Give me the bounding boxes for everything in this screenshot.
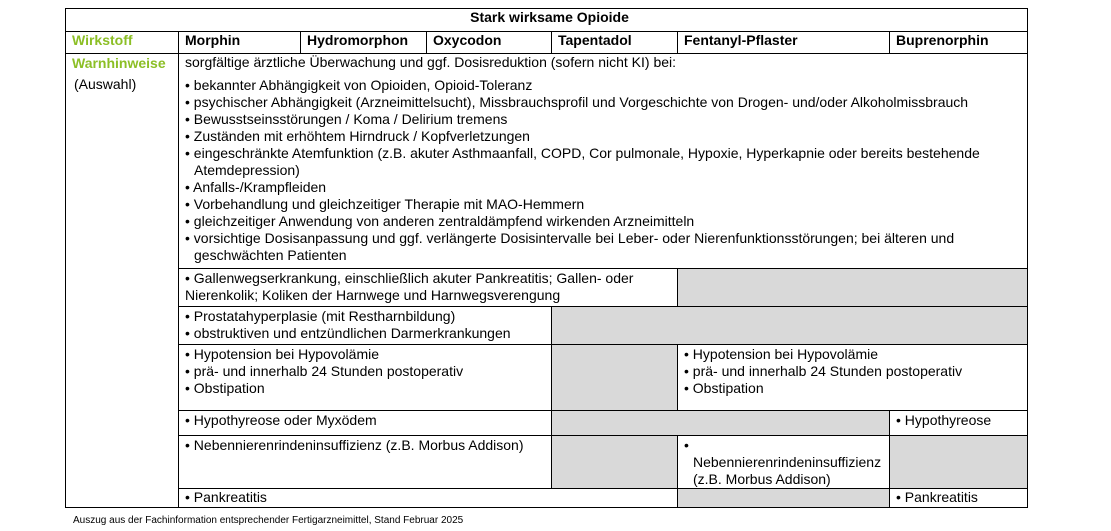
nnr-fentanyl-bullet: • [684,437,689,453]
list-item: • Anfalls-/Krampfleiden [185,179,327,195]
drug-oxycodon: Oxycodon [427,32,552,54]
drug-morphin: Morphin [179,32,301,54]
prostata-grey-cell [552,307,1028,345]
list-item: • eingeschränkte Atemfunktion (z.B. akuter Asthmaanfall, COPD, Cor pulmonale, Hypoxie, Hyperkapnie oder bereits bestehende Atemdepression) [185,145,980,178]
warn-sub: (Auswahl) [74,76,137,92]
drug-hydromorphon: Hydromorphon [301,32,427,54]
hypothyreose-cell: • Hypothyreose oder Myxödem [179,411,552,436]
list-item: • obstruktiven und entzündlichen Darmerkrankungen [185,325,511,341]
list-item: • prä- und innerhalb 24 Stunden postoperativ [684,363,963,379]
hypotension-cell [179,345,552,411]
opioid-table [65,8,1028,508]
list-item: • bekannter Abhängigkeit von Opioiden, Opioid-Toleranz [185,77,533,93]
pankreatitis-grey-cell [678,489,890,508]
drug-fentanyl: Fentanyl-Pflaster [678,32,890,54]
drug-tapentadol: Tapentadol [552,32,678,54]
drug-buprenorphin: Buprenorphin [890,32,1028,54]
list-item: • Hypotension bei Hypovolämie [684,346,879,362]
list-item: • Vorbehandlung und gleichzeitiger Therapie mit MAO-Hemmern [185,196,585,212]
list-item: • Zuständen mit erhöhtem Hirndruck / Kopfverletzungen [185,128,530,144]
footer-note: Auszug aus der Fachinformation entsprechender Fertigarzneimittel, Stand Februar 2025 [73,515,464,526]
hypotension-fentanyl-cell [678,345,1028,411]
nnr-fentanyl-text: Nebennierenrindeninsuffizienz (z.B. Morbus Addison) [693,454,882,487]
nnr-grey-cell [552,436,678,489]
hypothyreose-bup-cell: • Hypothyreose [890,411,1028,436]
intro-cell [179,54,1028,269]
nnr-cell: • Nebennierenrindeninsuffizienz (z.B. Morbus Addison) [179,436,552,489]
warn-label: Warnhinweise [72,55,166,71]
intro-text: sorgfältige ärztliche Überwachung und ggf. Dosisreduktion (sofern nicht KI) bei: [185,54,677,70]
table-title: Stark wirksame Opioide [66,9,1028,32]
header-wirkstoff: Wirkstoff [66,32,179,54]
list-item: • Hypotension bei Hypovolämie [185,346,380,362]
list-item: • Prostatahyperplasie (mit Restharnbildung) [185,308,456,324]
list-item: • prä- und innerhalb 24 Stunden postoperativ [185,363,464,379]
nnr-bup-grey-cell [890,436,1028,489]
warn-label-cell [66,54,179,508]
gallen-grey-cell [678,269,1028,307]
list-item: • Bewusstseinsstörungen / Koma / Delirium tremens [185,111,508,127]
pankreatitis-bup-cell: • Pankreatitis [890,489,1028,508]
list-item: • psychischer Abhängigkeit (Arzneimittelsucht), Missbrauchsprofil und Vorgeschichte von Drogen- und/oder Alkoholmissbrauch [185,94,969,110]
pankreatitis-cell: • Pankreatitis [179,489,678,508]
nnr-fentanyl-cell [678,436,890,489]
gallen-cell: • Gallenwegserkrankung, einschließlich akuter Pankreatitis; Gallen- oder Nierenkolik; Koliken der Harnwege und Harnwegsverengung [179,269,678,307]
hypothyreose-grey-cell [552,411,890,436]
prostata-cell [179,307,552,345]
list-item: • Obstipation [185,380,265,396]
list-item: • gleichzeitiger Anwendung von anderen zentraldämpfend wirkenden Arzneimitteln [185,213,695,229]
list-item: • vorsichtige Dosisanpassung und ggf. verlängerte Dosisintervalle bei Leber- oder Nierenfunktionsstörungen; bei älteren und geschwächten Patienten [185,230,955,263]
list-item: • Obstipation [684,380,764,396]
hypotension-grey-cell [552,345,678,411]
